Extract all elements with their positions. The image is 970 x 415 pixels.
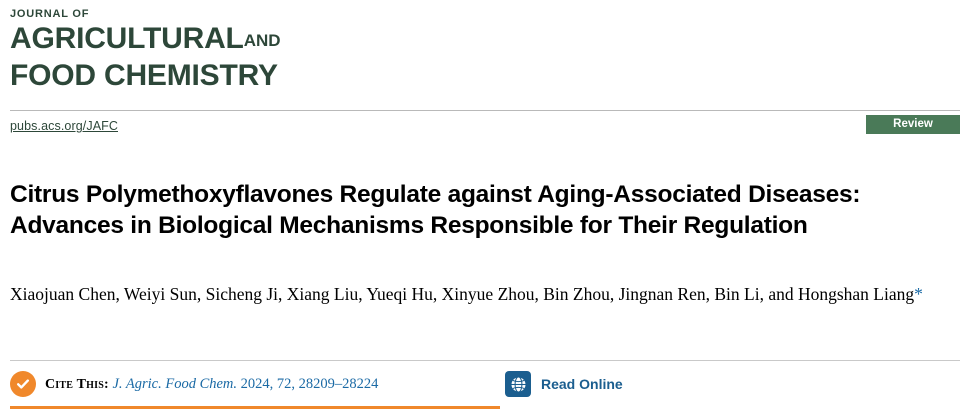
check-circle-icon xyxy=(10,371,36,397)
footer-divider xyxy=(10,360,960,361)
journal-name-line-1 xyxy=(10,22,630,59)
corresponding-author-marker: * xyxy=(914,284,923,304)
article-title: Citrus Polymethoxyflavones Regulate against Aging-Associated Diseases: Advances in Biological Mechanisms Responsible for Their Regulation xyxy=(10,181,861,240)
header-divider-top xyxy=(10,110,960,111)
cite-this-text xyxy=(45,376,378,393)
globe-icon xyxy=(505,371,531,397)
journal-name-line-2: FOOD CHEMISTRY xyxy=(10,59,278,92)
footer-accent-rule xyxy=(10,406,500,409)
journal-name-and: AND xyxy=(243,31,281,50)
journal-masthead xyxy=(10,8,630,92)
cite-this-label: Cite This: xyxy=(45,376,109,392)
cite-this-block[interactable] xyxy=(10,371,378,397)
citation-journal: J. Agric. Food Chem. xyxy=(112,375,238,392)
author-names: Xiaojuan Chen, Weiyi Sun, Sicheng Ji, Xiang Liu, Yueqi Hu, Xinyue Zhou, Bin Zhou, Jingnan Ren, Bin Li, and Hongshan Liang xyxy=(10,284,915,304)
journal-url-link[interactable]: pubs.acs.org/JAFC xyxy=(10,119,118,133)
citation-volume-pages: 2024, 72, 28209–28224 xyxy=(240,375,379,392)
read-online-button[interactable] xyxy=(505,371,623,397)
journal-name-main: AGRICULTURAL xyxy=(10,22,244,55)
article-type-badge: Review xyxy=(866,115,960,134)
citation-reference[interactable] xyxy=(112,376,378,392)
read-online-label: Read Online xyxy=(541,376,623,392)
journal-kicker: JOURNAL OF xyxy=(10,8,90,20)
author-list xyxy=(10,283,940,306)
